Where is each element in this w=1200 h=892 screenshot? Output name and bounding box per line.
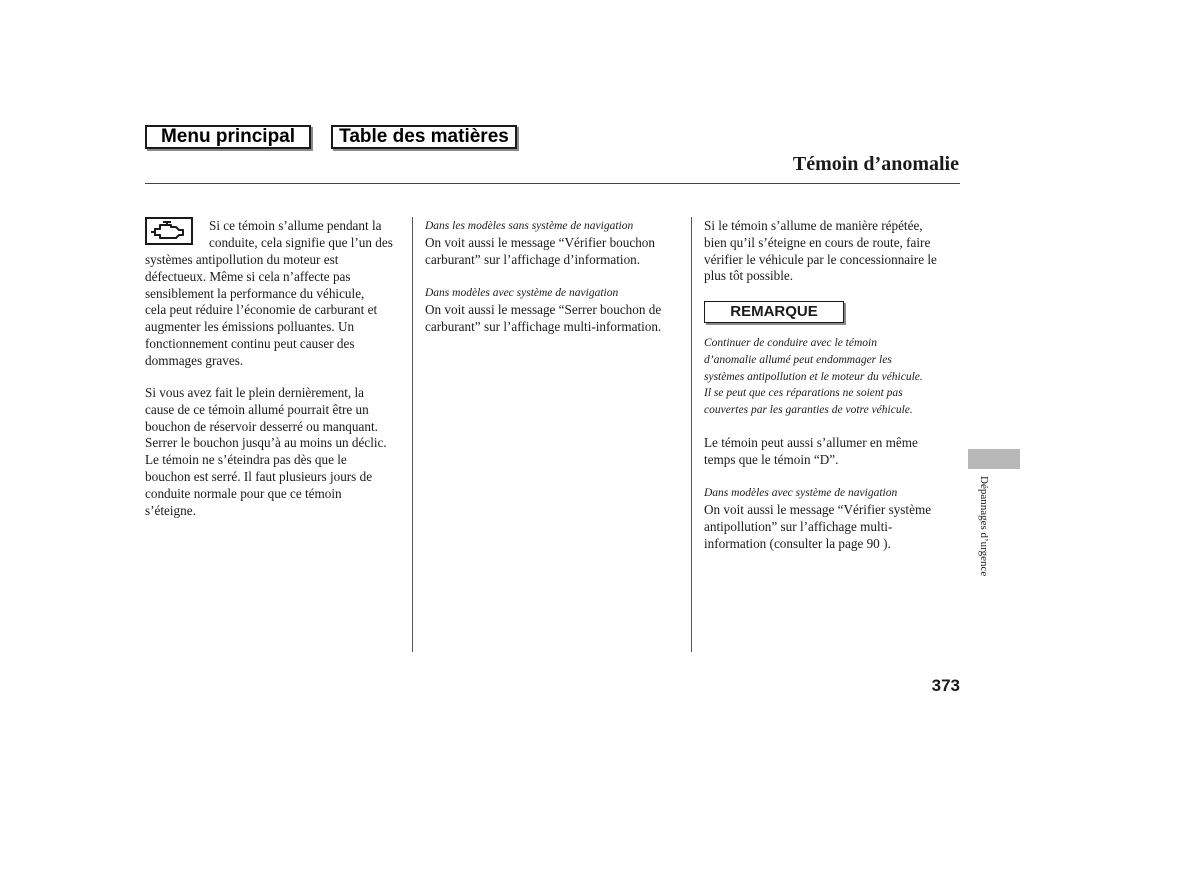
col1-paragraph-1: systèmes antipollution du moteur est défectueux. Même si cela n’affecte pas sensiblement la performance du véhicule, cela peut réduire l’économie de carburant et augmenter les émissions polluantes. Un fonctionnement continu peut causer des dommages graves. bbox=[145, 252, 378, 368]
note2-text: On voit aussi le message “Serrer bouchon de carburant” sur l’affichage multi-information. bbox=[425, 302, 662, 334]
col3-nav-heading: Dans modèles avec système de navigation bbox=[704, 487, 898, 499]
page-title: Témoin d’anomalie bbox=[792, 153, 959, 175]
column-divider-1 bbox=[412, 217, 413, 652]
col3-paragraph-2: Le témoin peut aussi s’allumer en même temps que le témoin “D”. bbox=[704, 435, 918, 467]
section-tab[interactable] bbox=[968, 449, 1020, 469]
note1-heading: Dans les modèles sans système de navigation bbox=[425, 220, 634, 232]
note1-text: On voit aussi le message “Vérifier bouchon carburant” sur l’affichage d’information. bbox=[425, 235, 655, 267]
remarque-label: REMARQUE bbox=[704, 301, 844, 323]
col1-paragraph-2: Si vous avez fait le plein dernièrement, la cause de ce témoin allumé pourrait être un bouchon de réservoir desserré ou manquant. Serrer le bouchon jusqu’à au moins un déclic. Le témoin ne s’éteindra pas dès que le bouchon est serré. Il faut plusieurs jours de conduite normale pour que ce témoin s’éteigne. bbox=[145, 385, 387, 518]
section-label: Dépannages d’urgence bbox=[978, 476, 990, 577]
check-engine-icon bbox=[145, 217, 193, 245]
note2-heading: Dans modèles avec système de navigation bbox=[425, 287, 619, 299]
remarque-text: Continuer de conduire avec le témoin d’anomalie allumé peut endommager les systèmes antipollution et le moteur du véhicule. Il se peut que ces réparations ne soient pas couvertes par les garanties de votre véhicule. bbox=[704, 337, 923, 417]
intro-line-1: Si ce témoin s’allume pendant la bbox=[209, 218, 382, 233]
col3-paragraph-1: Si le témoin s’allume de manière répétée, bien qu’il s’éteigne en cours de route, faire vérifier le véhicule par le concessionnaire le plus tôt possible. bbox=[704, 218, 937, 284]
table-of-contents-button[interactable]: Table des matières bbox=[331, 125, 517, 149]
col3-nav-text: On voit aussi le message “Vérifier système antipollution” sur l’affichage multi- information (consulter la page 90 ). bbox=[704, 502, 932, 551]
header-rule bbox=[145, 183, 960, 184]
column-divider-2 bbox=[691, 217, 692, 652]
page-number: 373 bbox=[931, 676, 960, 695]
intro-line-2: conduite, cela signifie que l’un des bbox=[209, 235, 393, 250]
main-menu-button[interactable]: Menu principal bbox=[145, 125, 311, 149]
